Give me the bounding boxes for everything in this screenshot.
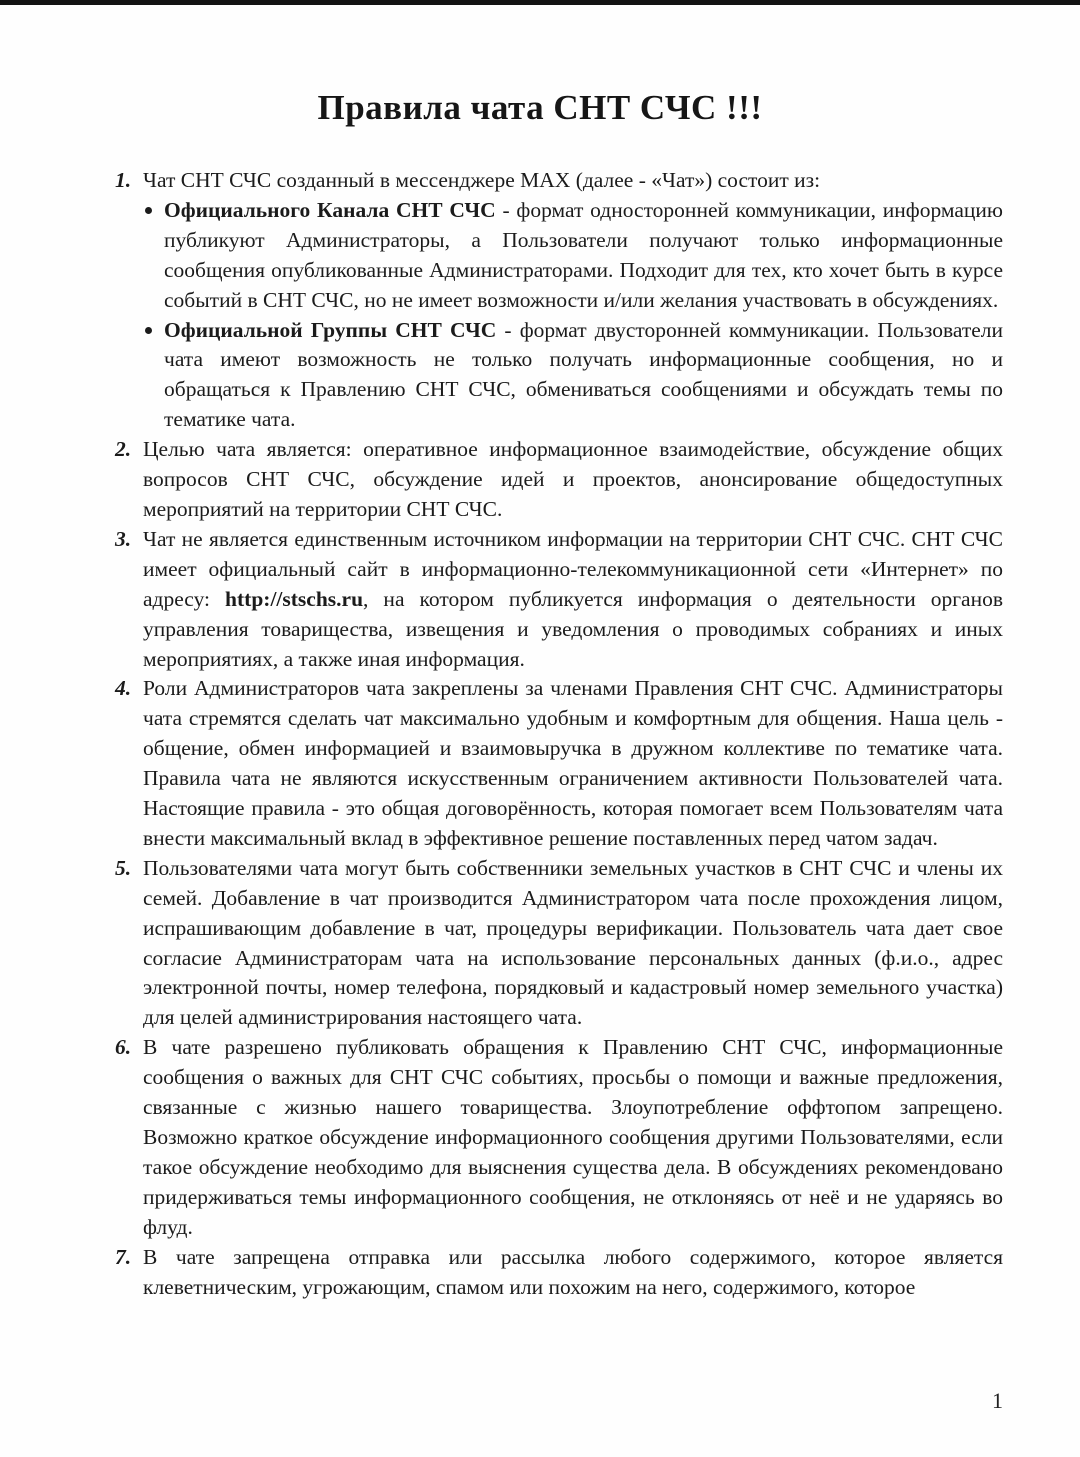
bullet-item <box>143 316 1003 436</box>
rule-text <box>143 525 1003 675</box>
rule-number: 7. <box>115 1244 132 1269</box>
rule-text <box>143 435 1003 525</box>
page-number: 1 <box>992 1388 1003 1413</box>
rule-number: 6. <box>115 1035 132 1060</box>
bullet-icon <box>145 327 152 334</box>
text-run: Чат не является единственным источником информации на территории СНТ СЧС. СНТ СЧС имеет официальный сайт в информационно-телекоммуникационной сети «Интернет» по адресу: <box>143 526 1003 611</box>
text-run: В чате запрещена отправка или рассылка любого содержимого, которое является клеветническим, угрожающим, спамом или похожим на него, содержимого, которое <box>143 1244 1003 1299</box>
rule-text <box>143 1033 1003 1242</box>
text-run: Целью чата является: оперативное информационное взаимодействие, обсуждение общих вопросов СНТ СЧС, обсуждение идей и проектов, анонсирование общедоступных мероприятий на территории СНТ СЧС. <box>143 437 1003 521</box>
rule-item <box>115 166 1003 435</box>
rule-text <box>143 166 1003 196</box>
rule-item <box>115 674 1003 853</box>
rule-number: 1. <box>115 168 132 192</box>
top-black-bar <box>0 0 1080 5</box>
rule-text <box>143 854 1003 1033</box>
rule-text <box>143 674 1003 853</box>
rule-item <box>115 1243 1003 1303</box>
rule-text <box>143 1243 1003 1303</box>
text-run: Роли Администраторов чата закреплены за членами Правления СНТ СЧС. Администраторы чата стремятся сделать чат максимально удобным и комфортным для общения. Наша цель - общение, обмен информацией и взаимовыручка в дружном коллективе по тематике чата. Правила чата не являются искусственным ограничением активности Пользователей чата. Настоящие правила - это общая договорённость, которая помогает всем Пользователям чата внести максимальный вклад в эффективное решение поставленных перед чатом задач. <box>143 676 1003 850</box>
text-run: - формат двусторонней коммуникации. Пользователи чата имеют возможность не только получать информационные сообщения, но и обращаться к Правлению СНТ СЧС, обмениваться сообщениями и обсуждать темы по тематике чата. <box>164 317 1004 432</box>
rule-item <box>115 854 1003 1033</box>
bullet-icon <box>145 207 152 214</box>
rule-item <box>115 1033 1003 1242</box>
bullet-item <box>143 196 1003 316</box>
bold-text-run: http://stschs.ru <box>225 586 364 611</box>
bold-text-run: Официального Канала СНТ СЧС <box>164 197 496 222</box>
page-title: Правила чата СНТ СЧС !!! <box>317 88 763 127</box>
rules-list <box>115 166 1003 1302</box>
rule-number: 4. <box>115 676 132 701</box>
rule-number: 5. <box>115 855 132 880</box>
text-run: , на котором публикуется информация о деятельности органов управления товарищества, извещения и уведомления о проводимых собраниях и иных мероприятиях, а также иная информация. <box>143 586 1003 671</box>
bold-text-run: Официальной Группы СНТ СЧС <box>164 317 497 342</box>
rule-item <box>115 525 1003 675</box>
text-run: Пользователями чата могут быть собственники земельных участков в СНТ СЧС и члены их семей. Добавление в чат производится Администратором чата после прохождения лицом, испрашивающим добавление в чат, процедуры верификации. Пользователь чата дает свое согласие Администраторам чата на использование персональных данных (ф.и.о., адрес электронной почты, номер телефона, порядковый и кадастровый номер земельного участка) для целей администрирования настоящего чата. <box>143 855 1003 1030</box>
rule-number: 3. <box>115 526 132 551</box>
rule-number: 2. <box>115 437 132 462</box>
text-run: - формат односторонней коммуникации, информацию публикуют Администраторы, а Пользователи получают только информационные сообщения опубликованные Администраторами. Подходит для тех, кто хочет быть в курсе событий в СНТ СЧС, но не имеет возможности и/или желания участвовать в обсуждениях. <box>164 197 1003 312</box>
rule-item <box>115 435 1003 525</box>
text-run: Чат СНТ СЧС созданный в мессенджере MAX (далее - «Чат») состоит из: <box>143 168 821 192</box>
text-run: В чате разрешено публиковать обращения к Правлению СНТ СЧС, информационные сообщения о важных для СНТ СЧС событиях, просьбы о помощи и важные предложения, связанные с жизнью нашего товарищества. Злоупотребление оффтопом запрещено. Возможно краткое обсуждение информационного сообщения другими Пользователями, если такое обсуждение необходимо для выяснения существа дела. В обсуждениях рекомендовано придерживаться темы информационного сообщения, не отклоняясь от неё и не ударяясь во флуд. <box>143 1035 1003 1239</box>
